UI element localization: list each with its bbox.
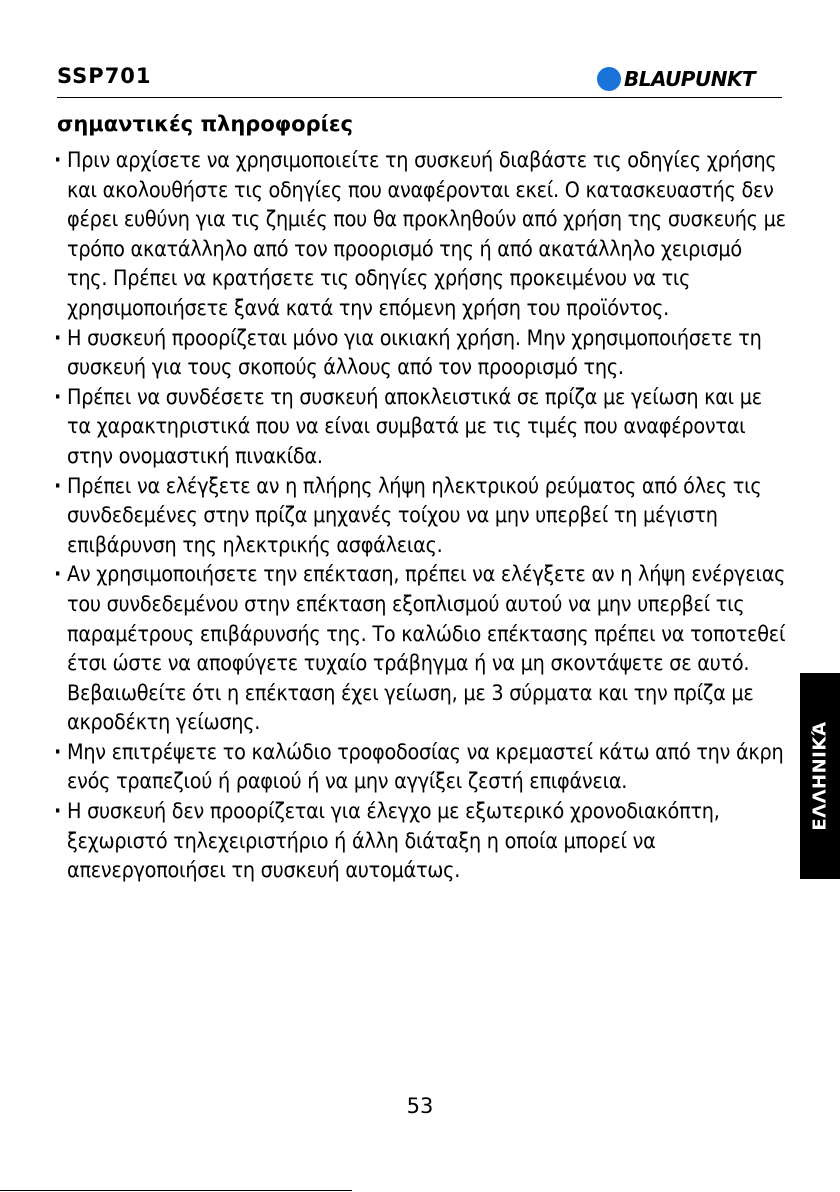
section-title: σημαντικές πληροφορίες xyxy=(57,112,353,136)
list-item: · Η συσκευή προορίζεται μόνο για οικιακή χρήση. Μην χρησιμοποιήσετε τη συσκευή για τους σκοπούς άλλους από τον προορισμό της. xyxy=(54,324,786,383)
header-divider xyxy=(57,97,782,98)
footer-divider xyxy=(0,1190,352,1191)
brand-logo xyxy=(597,64,755,94)
list-item: · Πριν αρχίσετε να χρησιμοποιείτε τη συσκευή διαβάστε τις οδηγίες χρήσης και ακολουθήστε τις οδηγίες που αναφέρονται εκεί. Ο κατασκευαστής δεν φέρει ευθύνη για τις ζημιές που θα προκληθούν από χρήση της συσκευής με τρόπο ακατάλληλο από τον προορισμό της ή από ακατάλληλο χειρισμό της. Πρέπει να κρατήσετε τις οδηγίες χρήσης προκειμένου να τις χρησιμοποιήσετε ξανά κατά την επόμενη χρήση του προϊόντος. xyxy=(54,146,786,324)
list-item: · Πρέπει να συνδέσετε τη συσκευή αποκλειστικά σε πρίζα με γείωση και με τα χαρακτηριστικά που να είναι συμβατά με τις τιμές που αναφέρονται στην ονομαστική πινακίδα. xyxy=(54,383,786,472)
list-item: · Αν χρησιμοποιήσετε την επέκταση, πρέπει να ελέγξετε αν η λήψη ενέργειας του συνδεδεμένου στην επέκταση εξοπλισμού αυτού να μην υπερβεί τις παραμέτρους επιβάρυνσής της. Το καλώδιο επέκτασης πρέπει να τοποτεθεί έτσι ώστε να αποφύγετε τυχαίο τράβηγμα ή να μη σκοντάψετε σε αυτό. Βεβαιωθείτε ότι η επέκταση έχει γείωση, με 3 σύρματα και την πρίζα με ακροδέκτη γείωσης. xyxy=(54,560,786,738)
list-item: · Μην επιτρέψετε το καλώδιο τροφοδοσίας να κρεμαστεί κάτω από την άκρη ενός τραπεζιού ή ραφιού ή να μην αγγίξει ζεστή επιφάνεια. xyxy=(54,738,786,797)
list-item: · Η συσκευή δεν προορίζεται για έλεγχο με εξωτερικό χρονοδιακόπτη, ξεχωριστό τηλεχειριστήριο ή άλλη διάταξη η οποία μπορεί να απενεργοποιήσει τη συσκευή αυτομάτως. xyxy=(54,797,786,886)
brand-dot-icon xyxy=(597,67,621,91)
language-tab-label: ΕΛΛΗΝΙΚΆ xyxy=(809,721,831,831)
list-item: · Πρέπει να ελέγξετε αν η πλήρης λήψη ηλεκτρικού ρεύματος από όλες τις συνδεδεμένες στην πρίζα μηχανές τοίχου να μην υπερβεί τη μέγιστη επιβάρυνση της ηλεκτρικής ασφάλειας. xyxy=(54,472,786,561)
page-number: 53 xyxy=(406,1094,434,1118)
brand-name: BLAUPUNKT xyxy=(624,67,756,91)
model-label: SSP701 xyxy=(57,64,152,88)
language-tab xyxy=(800,673,840,879)
instructions-list xyxy=(54,146,786,886)
